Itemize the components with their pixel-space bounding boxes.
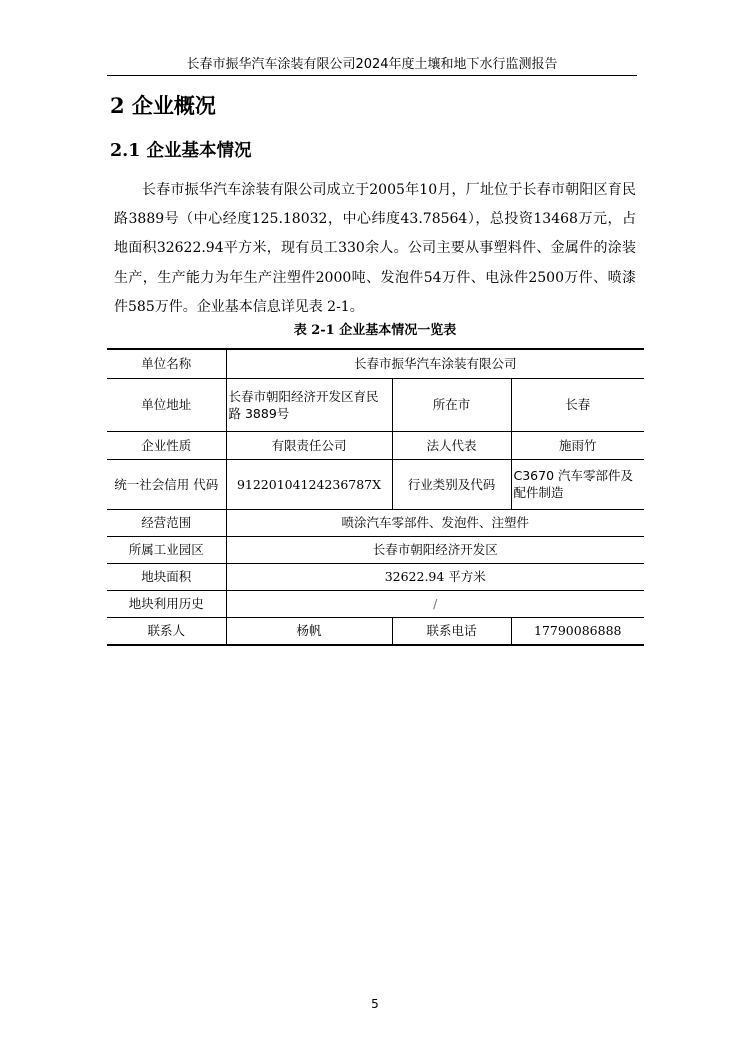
cell-value: 长春市朝阳经济开发区育民路 3889号 [226,378,392,431]
cell-label: 单位地址 [107,378,226,431]
cell-value: 17790086888 [511,617,644,645]
table-row [107,431,644,459]
table-row [107,536,644,563]
cell-label: 法人代表 [392,431,511,459]
subsection-heading: 2.1 企业基本情况 [110,141,252,161]
table-row [107,590,644,617]
cell-label: 统一社会信用 代码 [107,459,226,509]
cell-value: 长春市朝阳经济开发区 [226,536,644,563]
table-caption: 表 2-1 企业基本情况一览表 [293,323,457,338]
table-row [107,459,644,509]
cell-label: 地块面积 [107,563,226,590]
cell-value: 喷涂汽车零部件、发泡件、注塑件 [226,509,644,536]
cell-value: 91220104124236787X [226,459,392,509]
cell-label: 联系电话 [392,617,511,645]
table-row [107,563,644,590]
page-header: 长春市振华汽车涂装有限公司2024年度土壤和地下水行监测报告 [107,56,637,76]
cell-value: 长春市振华汽车涂装有限公司 [226,349,644,378]
cell-label: 经营范围 [107,509,226,536]
cell-label: 所属工业园区 [107,536,226,563]
table-row [107,349,644,378]
section-heading: 2 企业概况 [110,93,216,118]
cell-value: 杨帆 [226,617,392,645]
page-number: 5 [371,997,379,1011]
table-row [107,617,644,645]
cell-label: 地块利用历史 [107,590,226,617]
cell-value: 施雨竹 [511,431,644,459]
cell-label: 所在市 [392,378,511,431]
cell-label: 单位名称 [107,349,226,378]
cell-label: 行业类别及代码 [392,459,511,509]
table-row [107,378,644,431]
cell-value: 长春 [511,378,644,431]
body-paragraph: 长春市振华汽车涂装有限公司成立于2005年10月，厂址位于长春市朝阳区育民路3889号（中心经度125.18032，中心纬度43.78564），总投资13468万元，占地面积32622.94平方米，现有员工330余人。公司主要从事塑料件、金属件的涂装生产，生产能力为年生产注塑件2000吨、发泡件54万件、电泳件2500万件、喷漆件585万件。企业基本信息详见表 2-1。 [114,182,636,315]
cell-label: 联系人 [107,617,226,645]
table-row [107,509,644,536]
cell-value: 32622.94 平方米 [226,563,644,590]
cell-value: 有限责任公司 [226,431,392,459]
cell-value: / [226,590,644,617]
enterprise-info-table [107,348,644,646]
cell-value: C3670 汽车零部件及配件制造 [511,459,644,509]
cell-label: 企业性质 [107,431,226,459]
